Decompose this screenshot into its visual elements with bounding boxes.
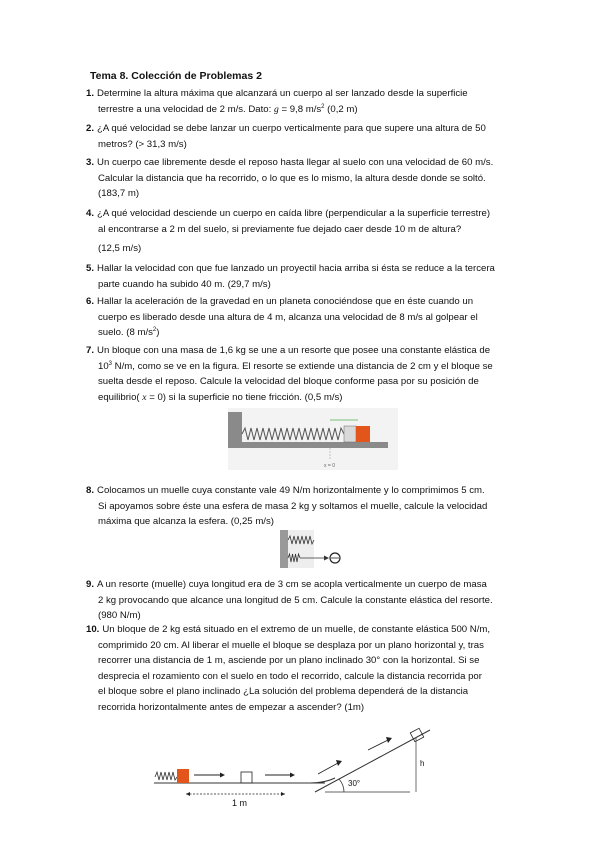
wall	[280, 530, 288, 568]
block-start	[177, 769, 189, 783]
problem-10: 10. Un bloque de 2 kg está situado en el extremo de un muelle, de constante elástica 500 N/m, comprimido 20 cm. Al liberar el muelle el bloque se desplaza por un plano horizontal y, tras recorrer una distancia de 1 m, asciende por un plano inclinado 30° con la horizontal. Si se desprecia el rozamiento con el suelo en todo el recorrido, calcule la distancia recorrida por el bloque sobre el plano inclinado ¿La solución del problema dependerá de la distancia recorrida horizontalmente antes de empezar a ascender? (1m)	[86, 624, 491, 713]
block	[356, 426, 370, 442]
problem-5: 5. Hallar la velocidad con que fue lanzado un proyectil hacia arriba si ésta se reduce a la tercera parte cuando ha subido 40 m. (29,7 m/s)	[86, 263, 495, 290]
floor-surface	[228, 442, 388, 448]
figure-spring-block	[228, 408, 398, 470]
distance-label: 1 m	[232, 798, 248, 808]
problem-1: 1. Determine la altura máxima que alcanzará un cuerpo al ser lanzado desde la superficie terrestre a una velocidad de 2 m/s. Dato: g = 9,8 $m/s^2$ (0,2 m)	[86, 88, 468, 115]
equilibrium-label: x = 0	[324, 463, 335, 469]
arrow-2-head	[290, 773, 295, 778]
problem-6: 6. Hallar la aceleración de la gravedad en un planeta conociéndose que en éste cuando un cuerpo es liberado desde una altura de 4 m, alcanza una velocidad de 8 m/s al golpear el suelo. (8 $m/s^2$)	[86, 296, 478, 338]
problem-2: 2. ¿A qué velocidad se debe lanzar un cuerpo verticalmente para que supere una altura de 50 metros? (> 31,3 m/s)	[86, 123, 486, 150]
figure-incline	[150, 722, 450, 822]
angle-label: 30°	[348, 779, 361, 788]
distance-arrow-right	[281, 792, 285, 796]
block-part	[344, 426, 356, 442]
arrow-head	[324, 556, 329, 561]
problem-7: 7. Un bloque con una masa de 1,6 kg se une a un resorte que posee una constante elástica de $10^3$ N/m, como se ve en la figura. El resorte se extiende una distancia de 2 cm y el bloque se suelta desde el reposo. Calcule la velocidad del bloque conforme pasa por su posición de equilibrio( x = 0) si la superficie no tiene fricción. (0,5 m/s)	[86, 345, 493, 403]
curve	[310, 778, 335, 783]
height-label: h	[420, 759, 425, 768]
problem-8: 8. Colocamos un muelle cuya constante vale 49 N/m horizontalmente y lo comprimimos 5 cm. Si apoyamos sobre éste una esfera de masa 2 kg y soltamos el muelle, calcule la velocidad máxima que alcanza la esfera. (0,25 m/s)	[86, 485, 488, 527]
problem-4: 4. ¿A qué velocidad desciende un cuerpo en caída libre (perpendicular a la superficie terrestre) al encontrarse a 2 m del suelo, si previamente fue dejado caer desde 10 m de altura? (12,5 m/s)	[86, 208, 491, 254]
block-mid	[241, 772, 252, 783]
arrow-4-head	[386, 737, 392, 743]
spring	[155, 772, 177, 780]
angle-arc	[339, 779, 344, 792]
problem-3: 3. Un cuerpo cae libremente desde el reposo hasta llegar al suelo con una velocidad de 60 m/s. Calcular la distancia que ha recorrido, o lo que es lo mismo, la altura desde donde se soltó. (183,7 m)	[86, 157, 494, 199]
arrow-3-line	[318, 763, 338, 774]
arrow-3-head	[336, 760, 342, 766]
incline-line	[315, 730, 430, 792]
figure-spring-sphere	[280, 530, 342, 568]
page-title: Tema 8. Colección de Problemas 2	[90, 70, 262, 82]
spring-frame	[288, 530, 314, 568]
arrow-4-line	[368, 740, 388, 750]
problem-9: 9. A un resorte (muelle) cuya longitud era de 3 cm se acopla verticalmente un cuerpo de masa 2 kg provocando que alcance una longitud de 5 cm. Calcule la constante elástica del resorte. (980 N/m)	[86, 579, 493, 621]
arrow-1-head	[220, 773, 225, 778]
distance-arrow-left	[186, 792, 190, 796]
